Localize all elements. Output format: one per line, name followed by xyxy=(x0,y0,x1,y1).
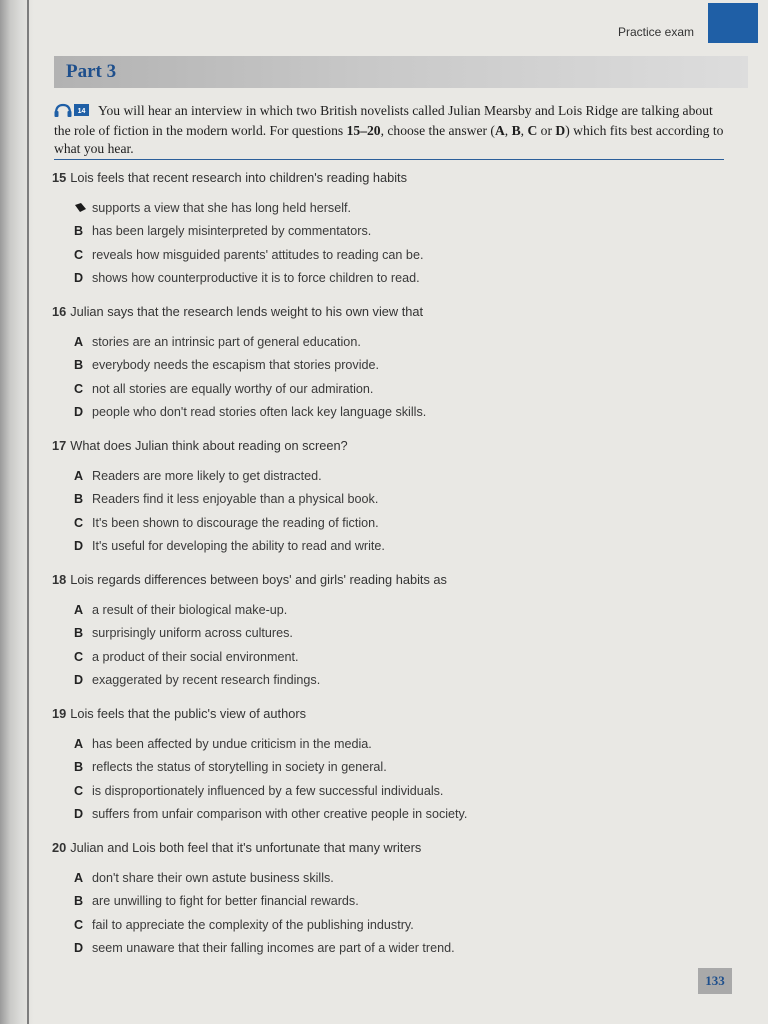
question-text: Julian and Lois both feel that it's unfortunate that many writers xyxy=(70,840,422,855)
question-number: 20 xyxy=(52,840,67,855)
option-letter-marked xyxy=(74,200,92,216)
part-title: Part 3 xyxy=(66,61,117,82)
question-text: Lois feels that recent research into children's reading habits xyxy=(70,170,408,185)
option-letter: D xyxy=(74,539,84,554)
option-text: fail to appreciate the complexity of the publishing industry. xyxy=(92,917,414,932)
option-b[interactable] xyxy=(52,491,712,514)
option-letter: B xyxy=(74,760,84,775)
option-letter: C xyxy=(74,381,84,396)
option-a[interactable] xyxy=(52,200,712,223)
option-text: a product of their social environment. xyxy=(92,649,299,664)
option-c[interactable] xyxy=(52,917,712,940)
option-text: is disproportionately influenced by a few successful individuals. xyxy=(92,783,444,798)
question-stem xyxy=(52,572,712,602)
option-letter: D xyxy=(74,673,84,688)
question-text: Julian says that the research lends weight to his own view that xyxy=(70,304,424,319)
option-c[interactable] xyxy=(52,515,712,538)
option-letter: C xyxy=(74,649,84,664)
option-text: everybody needs the escapism that stories provide. xyxy=(92,358,380,373)
option-letter: D xyxy=(74,807,84,822)
running-header: Practice exam xyxy=(618,25,695,39)
part-heading-bar xyxy=(54,56,748,88)
question-stem xyxy=(52,840,712,870)
question-number: 18 xyxy=(52,572,67,587)
question-number: 16 xyxy=(52,304,67,319)
book-gutter-line xyxy=(27,0,29,1024)
question-16 xyxy=(52,304,712,428)
option-text: has been largely misinterpreted by commentators. xyxy=(92,224,372,239)
option-d[interactable] xyxy=(52,806,712,829)
option-a[interactable] xyxy=(52,736,712,759)
choice-separator-3: or xyxy=(537,123,556,138)
option-text: surprisingly uniform across cultures. xyxy=(92,626,293,641)
option-text: are unwilling to fight for better financial rewards. xyxy=(92,894,359,909)
option-b[interactable] xyxy=(52,893,712,916)
choice-a: A xyxy=(494,123,505,138)
option-text: seem unaware that their falling incomes are part of a wider trend. xyxy=(92,941,455,956)
option-text: It's been shown to discourage the reading of fiction. xyxy=(92,515,379,530)
option-text: has been affected by undue criticism in the media. xyxy=(92,737,372,751)
question-stem xyxy=(52,438,712,468)
option-c[interactable] xyxy=(52,381,712,404)
option-letter: A xyxy=(74,335,84,349)
instructions-text-1: You will hear an interview in which two British novelists called Julian Mearsby and Lois Ridge are talking about the role of fiction in the modern world. For questions xyxy=(54,103,713,138)
option-text: not all stories are equally worthy of our admiration. xyxy=(92,381,374,396)
option-text: people who don't read stories often lack key language skills. xyxy=(92,405,427,420)
corner-tab xyxy=(708,3,758,43)
option-text: shows how counterproductive it is to force children to read. xyxy=(92,271,420,286)
instructions xyxy=(54,102,730,158)
option-text: stories are an intrinsic part of general education. xyxy=(92,335,361,349)
option-text: Readers find it less enjoyable than a physical book. xyxy=(92,492,379,507)
option-text: suffers from unfair comparison with other creative people in society. xyxy=(92,807,468,822)
choice-c: C xyxy=(527,123,538,138)
audio-track-number: 14 xyxy=(77,108,86,115)
option-letter: B xyxy=(74,224,84,239)
page-number: 133 xyxy=(705,973,725,988)
option-text: reflects the status of storytelling in society in general. xyxy=(92,760,387,775)
audio-track-icon xyxy=(54,103,90,122)
option-letter: B xyxy=(74,358,84,373)
choice-separator-1: , xyxy=(504,123,512,138)
option-d[interactable] xyxy=(52,672,712,695)
question-20 xyxy=(52,840,712,964)
question-range: 15–20 xyxy=(346,123,381,138)
option-text: a result of their biological make-up. xyxy=(92,603,288,617)
option-a[interactable] xyxy=(52,870,712,893)
option-text: reveals how misguided parents' attitudes to reading can be. xyxy=(92,247,424,262)
question-number: 17 xyxy=(52,438,67,453)
option-d[interactable] xyxy=(52,538,712,561)
question-text: What does Julian think about reading on screen? xyxy=(70,438,348,453)
option-b[interactable] xyxy=(52,759,712,782)
instructions-text-3: ) which fits best according to what you hear. xyxy=(54,123,724,156)
option-c[interactable] xyxy=(52,783,712,806)
option-letter: D xyxy=(74,941,84,956)
option-letter: B xyxy=(74,626,84,641)
option-a[interactable] xyxy=(52,334,712,357)
question-text: Lois regards differences between boys' and girls' reading habits as xyxy=(70,572,447,587)
option-letter: B xyxy=(74,492,84,507)
choice-b: B xyxy=(511,123,521,138)
option-a[interactable] xyxy=(52,602,712,625)
option-text: It's useful for developing the ability to read and write. xyxy=(92,539,385,554)
choice-d: D xyxy=(555,123,566,138)
question-stem xyxy=(52,170,712,200)
option-text: supports a view that she has long held herself. xyxy=(92,201,352,215)
question-18 xyxy=(52,572,712,696)
question-17 xyxy=(52,438,712,562)
option-b[interactable] xyxy=(52,357,712,380)
question-19 xyxy=(52,706,712,830)
option-d[interactable] xyxy=(52,270,712,293)
instructions-text-2: , choose the answer ( xyxy=(380,123,495,138)
choice-separator-2: , xyxy=(520,123,528,138)
question-text: Lois feels that the public's view of authors xyxy=(70,706,306,721)
option-text: exaggerated by recent research findings. xyxy=(92,673,321,688)
option-letter: C xyxy=(74,917,84,932)
page-number-box xyxy=(698,968,732,994)
option-text: Readers are more likely to get distracted. xyxy=(92,469,322,483)
exam-page xyxy=(34,0,768,1024)
option-letter: B xyxy=(74,894,84,909)
option-a[interactable] xyxy=(52,468,712,491)
option-b[interactable] xyxy=(52,625,712,648)
question-stem xyxy=(52,304,712,334)
option-letter: A xyxy=(74,737,84,751)
option-text: don't share their own astute business skills. xyxy=(92,871,334,885)
option-c[interactable] xyxy=(52,247,712,270)
pencil-tick-icon xyxy=(74,201,88,213)
question-stem xyxy=(52,706,712,736)
option-letter: C xyxy=(74,515,84,530)
question-15 xyxy=(52,170,712,294)
option-c[interactable] xyxy=(52,649,712,672)
option-d[interactable] xyxy=(52,404,712,427)
question-number: 19 xyxy=(52,706,67,721)
option-letter: D xyxy=(74,405,84,420)
option-letter: C xyxy=(74,247,84,262)
option-b[interactable] xyxy=(52,223,712,246)
option-d[interactable] xyxy=(52,940,712,963)
option-letter: A xyxy=(74,469,84,483)
option-letter: A xyxy=(74,871,84,885)
option-letter: C xyxy=(74,783,84,798)
option-letter: D xyxy=(74,271,84,286)
section-divider xyxy=(54,159,724,160)
option-letter: A xyxy=(74,603,84,617)
question-number: 15 xyxy=(52,170,67,185)
